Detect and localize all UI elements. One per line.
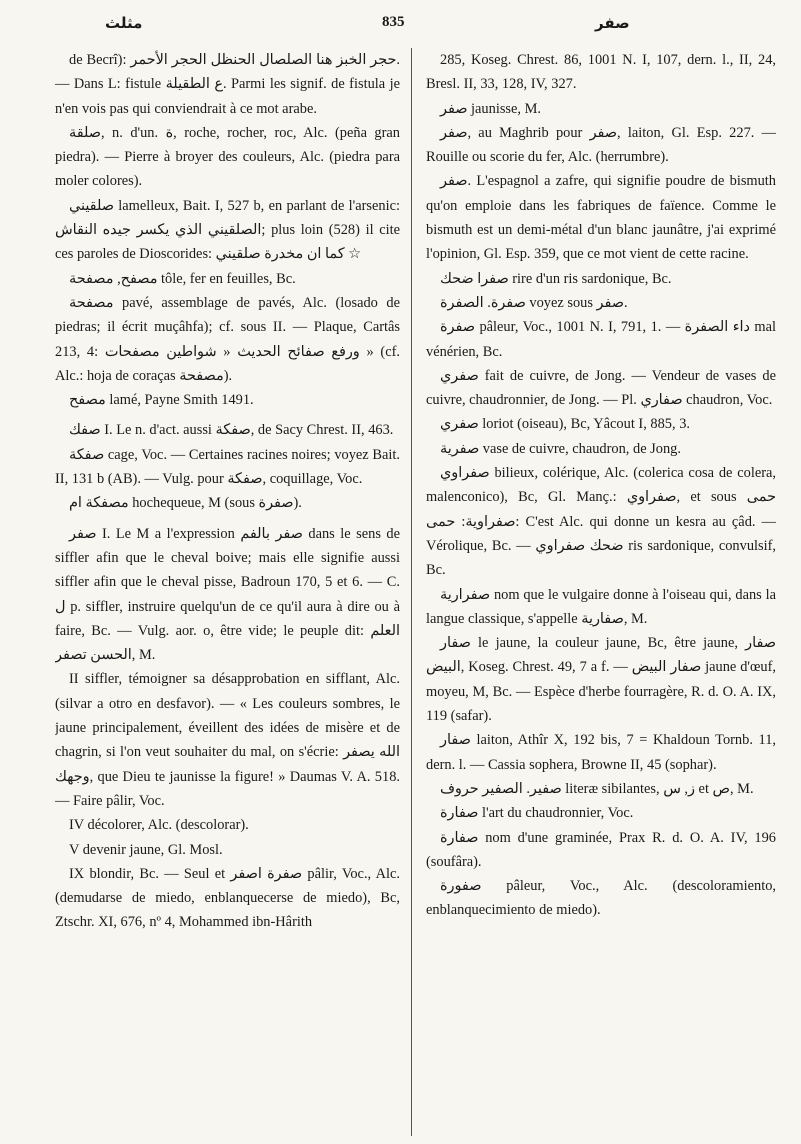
entry-paragraph: صفكة cage, Voc. — Certaines racines noires; voyez Bait. II, 131 b (AB). — Vulg. pour صفكة, coquillage, Voc. (55, 446, 400, 488)
entry-paragraph: صفر jaunisse, M. (440, 100, 542, 117)
entry-paragraph: صفرية vase de cuivre, chaudron, de Jong. (440, 440, 681, 457)
entry-paragraph: صفري loriot (oiseau), Bc, Yâcout I, 885, 3. (440, 416, 690, 433)
entry-paragraph: صفرة. الصفرة voyez sous صفر. (440, 294, 628, 311)
entry-paragraph: صلقة, n. d'un. ة, roche, rocher, roc, Alc. (peña gran piedra). — Pierre à broyer des couleurs, Alc. (piedra para moler colores). (55, 124, 400, 190)
entry-paragraph: صفرا ضحك rire d'un ris sardonique, Bc. (440, 270, 672, 287)
entry-paragraph: IX blondir, Bc. — Seul et صفرة اصفر pâlir, Voc., Alc. (demudarse de miedo, enblanquecerse de miedo), Bc, Ztschr. XI, 676, nº 4, Mohammed ibn-Hârith (55, 865, 400, 931)
entry-paragraph: صفراوي bilieux, colérique, Alc. (colerica cosa de colera, malenconico), Bc, Gl. Manç.: صفراوي, et sous حمى صفراوية: حمى: C'est Alc. qui donne un kesra au çâd. — Vérolique, Bc. — ضحك صفراوي ris sardonique, convulsif, Bc. (426, 465, 776, 579)
entry-paragraph: 285, Koseg. Chrest. 86, 1001 N. I, 107, dern. l., II, 24, Bresl. II, 33, 128, IV, 327. (426, 52, 776, 93)
entry-paragraph: صفرارية nom que le vulgaire donne à l'oiseau qui, dans la langue classique, s'appelle صفارية, M. (426, 586, 776, 627)
entry-paragraph: II siffler, témoigner sa désapprobation en sifflant, Alc. (silvar a otro en desfavor). — « Les couleurs sombres, le jaune principalement, éveillent des idées de misère et de chagrin, si l'on veut souhaiter du mal, on s'écrie: الله يصفر وجهك, que Dieu te jaunisse la figure! » Daumas V. A. 518. — Faire pâlir, Voc. (55, 671, 400, 809)
entry-paragraph: صفرة pâleur, Voc., 1001 N. I, 791, 1. — داء الصفرة mal vénérien, Bc. (426, 319, 776, 360)
page-number: 835 (382, 14, 405, 30)
entry-paragraph: صفري fait de cuivre, de Jong. — Vendeur de vases de cuivre, chaudronnier, de Jong. — Pl. صفاري chaudron, Voc. (426, 367, 776, 409)
entry-paragraph: صفورة pâleur, Voc., Alc. (descoloramiento, enblanquecimiento de miedo). (426, 878, 776, 919)
entry-paragraph: صلقيني lamelleux, Bait. I, 527 b, en parlant de l'arsenic: الصلقيني الذي يكسر جيده النقاش; plus loin (528) il cite ces paroles de Dioscorides: كما ان مخدرة صلقيني ☆ (55, 197, 400, 263)
entry-paragraph: مصفح lamé, Payne Smith 1491. (69, 392, 254, 409)
running-head-right: صفر (595, 14, 630, 32)
entry-paragraph: مصفح, مصفحة tôle, fer en feuilles, Bc. (69, 270, 296, 287)
entry-paragraph: IV décolorer, Alc. (descolorar). (69, 817, 249, 834)
entry-paragraph: صفارة nom d'une graminée, Prax R. d. O. A. IV, 196 (soufâra). (426, 829, 776, 870)
entry-paragraph: de Becrî): حجر الخبز هنا الصلصال الحنظل الحجر الأحمر. — Dans L: fistule ع الطقيلة. Parmi les signif. de fistula je n'en vois pas qui conviendrait à ce mot arabe. (55, 52, 400, 117)
entry-paragraph: صفير. الصفير حروف literæ sibilantes, ز, س et ص, M. (440, 780, 754, 797)
running-head-left: مثلث (105, 14, 143, 32)
entry-paragraph: V devenir jaune, Gl. Mosl. (69, 841, 223, 858)
entry-paragraph: مصفحة pavé, assemblage de pavés, Alc. (losado de piedras; il écrit muçâhfa); cf. sous II. — Plaque, Cartâs 213, 4: ورفع صفائح الحديث « شواطين مصفحات » (cf. Alc.: hoja de coraças مصفحة). (55, 294, 400, 384)
entry-paragraph: صفر, au Maghrib pour صفر, laiton, Gl. Esp. 227. — Rouille ou scorie du fer, Alc. (herrumbre). (426, 124, 776, 166)
entry-paragraph: مصفكة ام hochequeue, M (sous صفرة). (69, 495, 302, 512)
entry-paragraph: صفار le jaune, la couleur jaune, Bc, être jaune, صفار البيض, Koseg. Chrest. 49, 7 a f. — صفار البيض jaune d'œuf, moyeu, M, Bc. — Espèce d'herbe fourragère, R. d. O. A. IX, 119 (safar). (426, 635, 776, 725)
dictionary-entry: صفر I. Le M a l'expression صفر بالفم dans le sens de siffler afin que le cheval boive; mais elle signifie aussi siffler afin que le cheval pisse, Badroun 170, 5 et 6. — C. ل p. siffler, instruire quelqu'un de ce qu'il aura à dire ou à faire, Bc. — Vulg. aor. o, être vide; le peuple dit: العلم الحسن تصفر, M. (55, 525, 400, 664)
entry-paragraph: صفارة l'art du chaudronnier, Voc. (440, 805, 634, 822)
page-header (0, 8, 801, 48)
left-column (55, 48, 400, 1138)
column-divider (411, 48, 412, 1136)
entry-paragraph: صفر. L'espagnol a zafre, qui signifie poudre de bismuth qu'on emploie dans les fabriques de faïence. Comme le bismuth est un demi-métal d'un blanc jaunâtre, j'ai exprimé l'opinion, Gl. Esp. 359, que ce mot vient de cette racine. (426, 173, 776, 263)
right-column (426, 48, 776, 1138)
entry-paragraph: صفار laiton, Athîr X, 192 bis, 7 = Khaldoun Tornb. 11, dern. l. — Cassia sophera, Browne II, 45 (sophar). (426, 732, 776, 773)
dictionary-entry: صفك I. Le n. d'act. aussi صفكة, de Sacy Chrest. II, 463. (69, 422, 394, 439)
